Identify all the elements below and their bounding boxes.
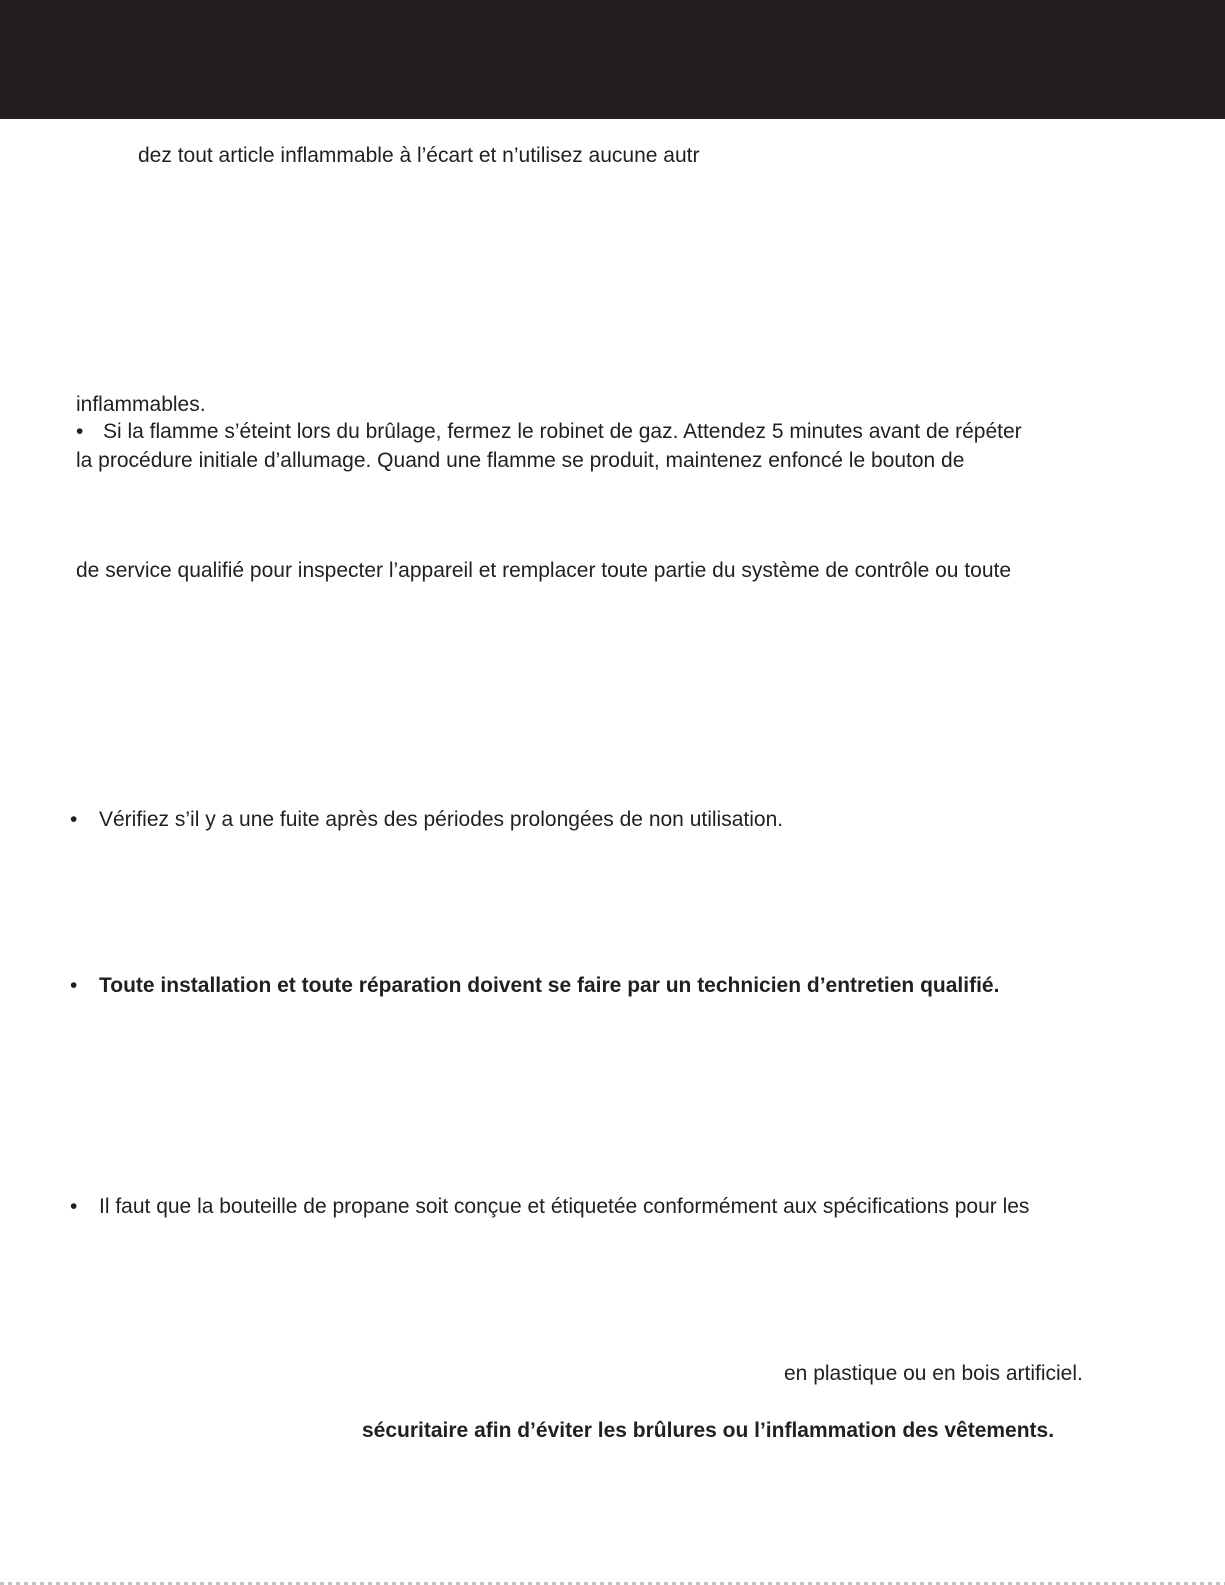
text-line-7: Toute installation et toute réparation doivent se faire par un technicien d’entretien qualifié. — [99, 974, 1000, 997]
bullet-icon: • — [70, 1195, 78, 1218]
text-line-6: Vérifiez s’il y a une fuite après des périodes prolongées de non utilisation. — [99, 808, 784, 831]
text-line-1: dez tout article inflammable à l’écart et n’utilisez aucune autr — [138, 144, 700, 167]
bullet-icon: • — [76, 420, 84, 443]
text-line-10: sécuritaire afin d’éviter les brûlures ou l’inflammation des vêtements. — [362, 1419, 1055, 1442]
text-line-8: Il faut que la bouteille de propane soit conçue et étiquetée conformément aux spécifications pour les — [99, 1195, 1030, 1218]
text-line-4: la procédure initiale d’allumage. Quand une flamme se produit, maintenez enfoncé le bouton de — [76, 449, 965, 472]
bullet-icon: • — [70, 808, 78, 831]
text-line-5: de service qualifié pour inspecter l’appareil et remplacer toute partie du système de contrôle ou toute — [76, 559, 1012, 582]
text-line-2: inflammables. — [76, 393, 206, 416]
bullet-icon: • — [70, 974, 78, 997]
header-bar — [0, 0, 1225, 119]
text-line-9: en plastique ou en bois artificiel. — [784, 1362, 1083, 1385]
text-line-3: Si la flamme s’éteint lors du brûlage, fermez le robinet de gaz. Attendez 5 minutes avant de répéter — [103, 420, 1022, 443]
